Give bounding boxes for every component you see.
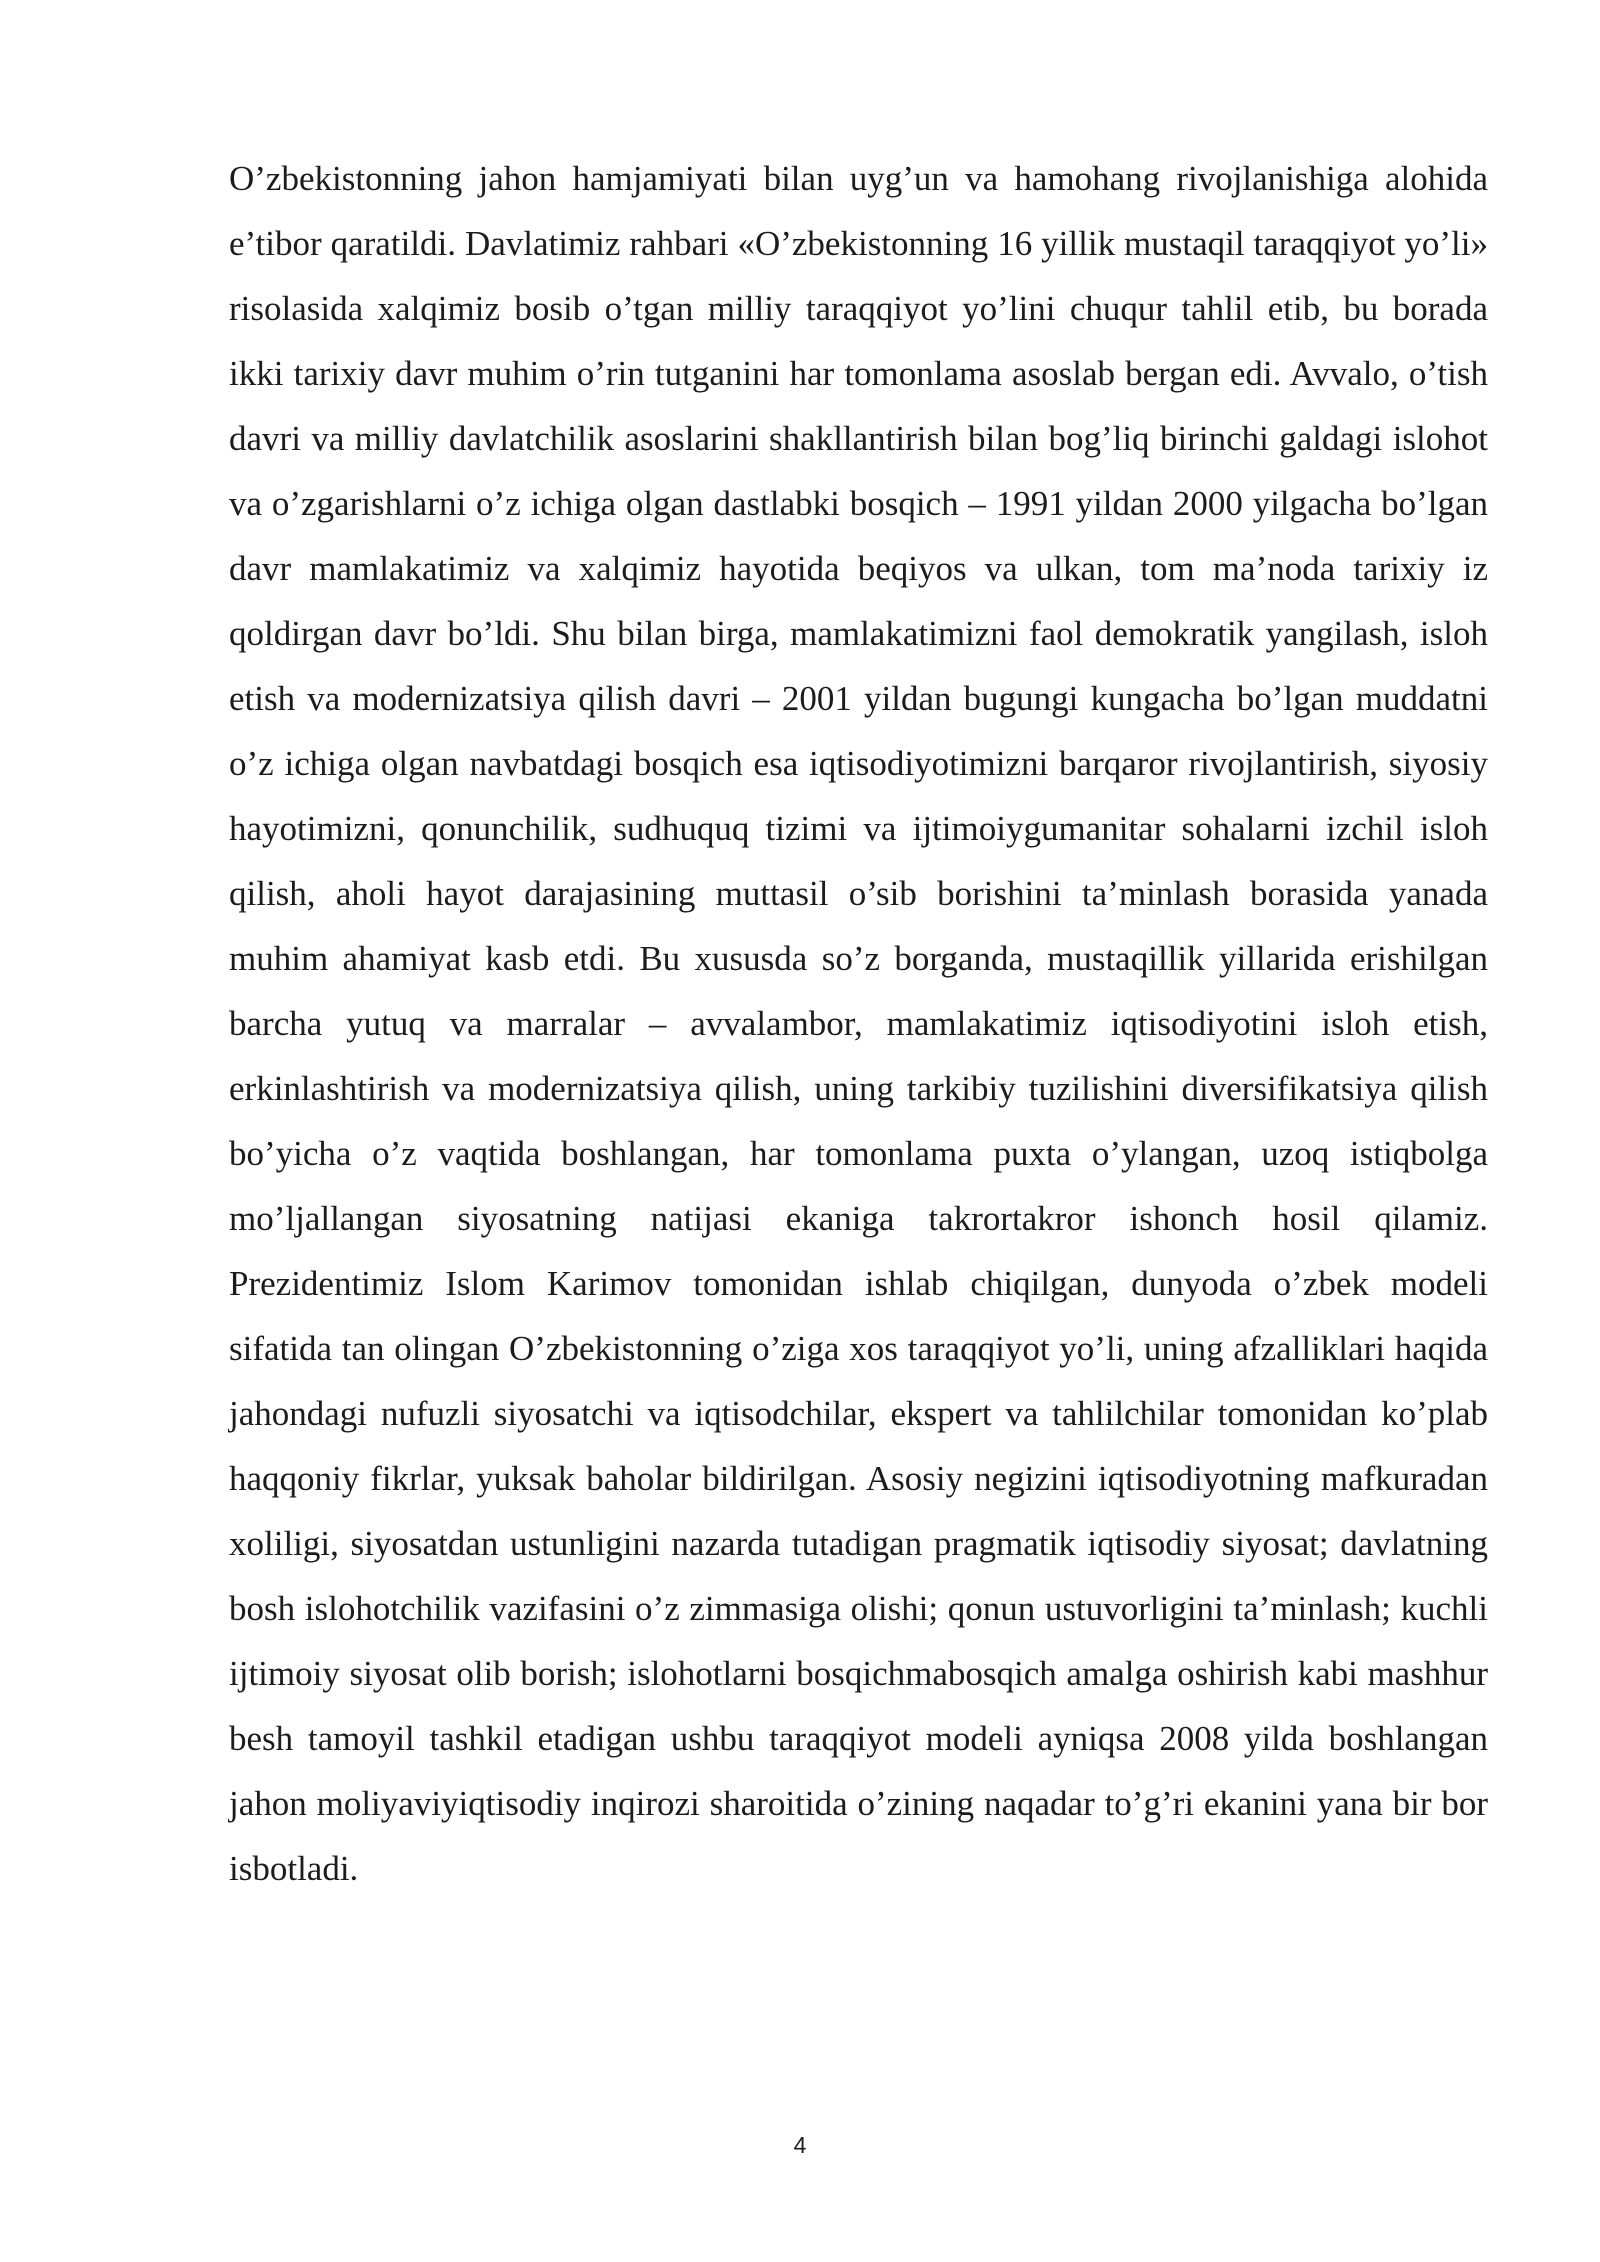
body-paragraph: O’zbekistonning jahon hamjamiyati bilan uyg’un va hamohang rivojlanishiga alohida e’tibor qaratildi. Davlatimiz rahbari «O’zbekistonning 16 yillik mustaqil taraqqiyot yo’li» risolasida xalqimiz bosib o’tgan milliy taraqqiyot yo’lini chuqur tahlil etib, bu borada ikki tarixiy davr muhim o’rin tutganini har tomonlama asoslab bergan edi. Avvalo, o’tish davri va milliy davlatchilik asoslarini shakllantirish bilan bog’liq birinchi galdagi islohot va o’zgarishlarni o’z ichiga olgan dastlabki bosqich – 1991 yildan 2000 yilgacha bo’lgan davr mamlakatimiz va xalqimiz hayotida beqiyos va ulkan, tom ma’noda tarixiy iz qoldirgan davr bo’ldi. Shu bilan birga, mamlakatimizni faol demokratik yangilash, isloh etish va modernizatsiya qilish davri – 2001 yildan bugungi kungacha bo’lgan muddatni o’z ichiga olgan navbatdagi bosqich esa iqtisodiyotimizni barqaror rivojlantirish, siyosiy hayotimizni, qonunchilik, sudhuquq tizimi va ijtimoiygumanitar sohalarni izchil isloh qilish, aholi hayot darajasining muttasil o’sib borishini ta’minlash borasida yanada muhim ahamiyat kasb etdi. Bu xususda so’z borganda, mustaqillik yillarida erishilgan barcha yutuq va marralar – avvalambor, mamlakatimiz iqtisodiyotini isloh etish, erkinlashtirish va modernizatsiya qilish, uning tarkibiy tuzilishini diversifikatsiya qilish bo’yicha o’z vaqtida boshlangan, har tomonlama puxta o’ylangan, uzoq istiqbolga mo’ljallangan siyosatning natijasi ekaniga takrortakror ishonch hosil qilamiz. Prezidentimiz Islom Karimov tomonidan ishlab chiqilgan, dunyoda o’zbek modeli sifatida tan olingan O’zbekistonning o’ziga xos taraqqiyot yo’li, uning afzalliklari haqida jahondagi nufuzli siyosatchi va iqtisodchilar, ekspert va tahlilchilar tomonidan ko’plab haqqoniy fikrlar, yuksak baholar bildirilgan. Asosiy negizini iqtisodiyotning mafkuradan xoliligi, siyosatdan ustunligini nazarda tutadigan pragmatik iqtisodiy siyosat; davlatning bosh islohotchilik vazifasini o’z zimmasiga olishi; qonun ustuvorligini ta’minlash; kuchli ijtimoiy siyosat olib borish; islohotlarni bosqichmabosqich amalga oshirish kabi mashhur besh tamoyil tashkil etadigan ushbu taraqqiyot modeli ayniqsa 2008 yilda boshlangan jahon moliyaviyiqtisodiy inqirozi sharoitida o’zining naqadar to’g’ri ekanini yana bir bor isbotladi. — [229, 159, 1488, 1888]
page-number: 4 — [793, 2132, 807, 2158]
